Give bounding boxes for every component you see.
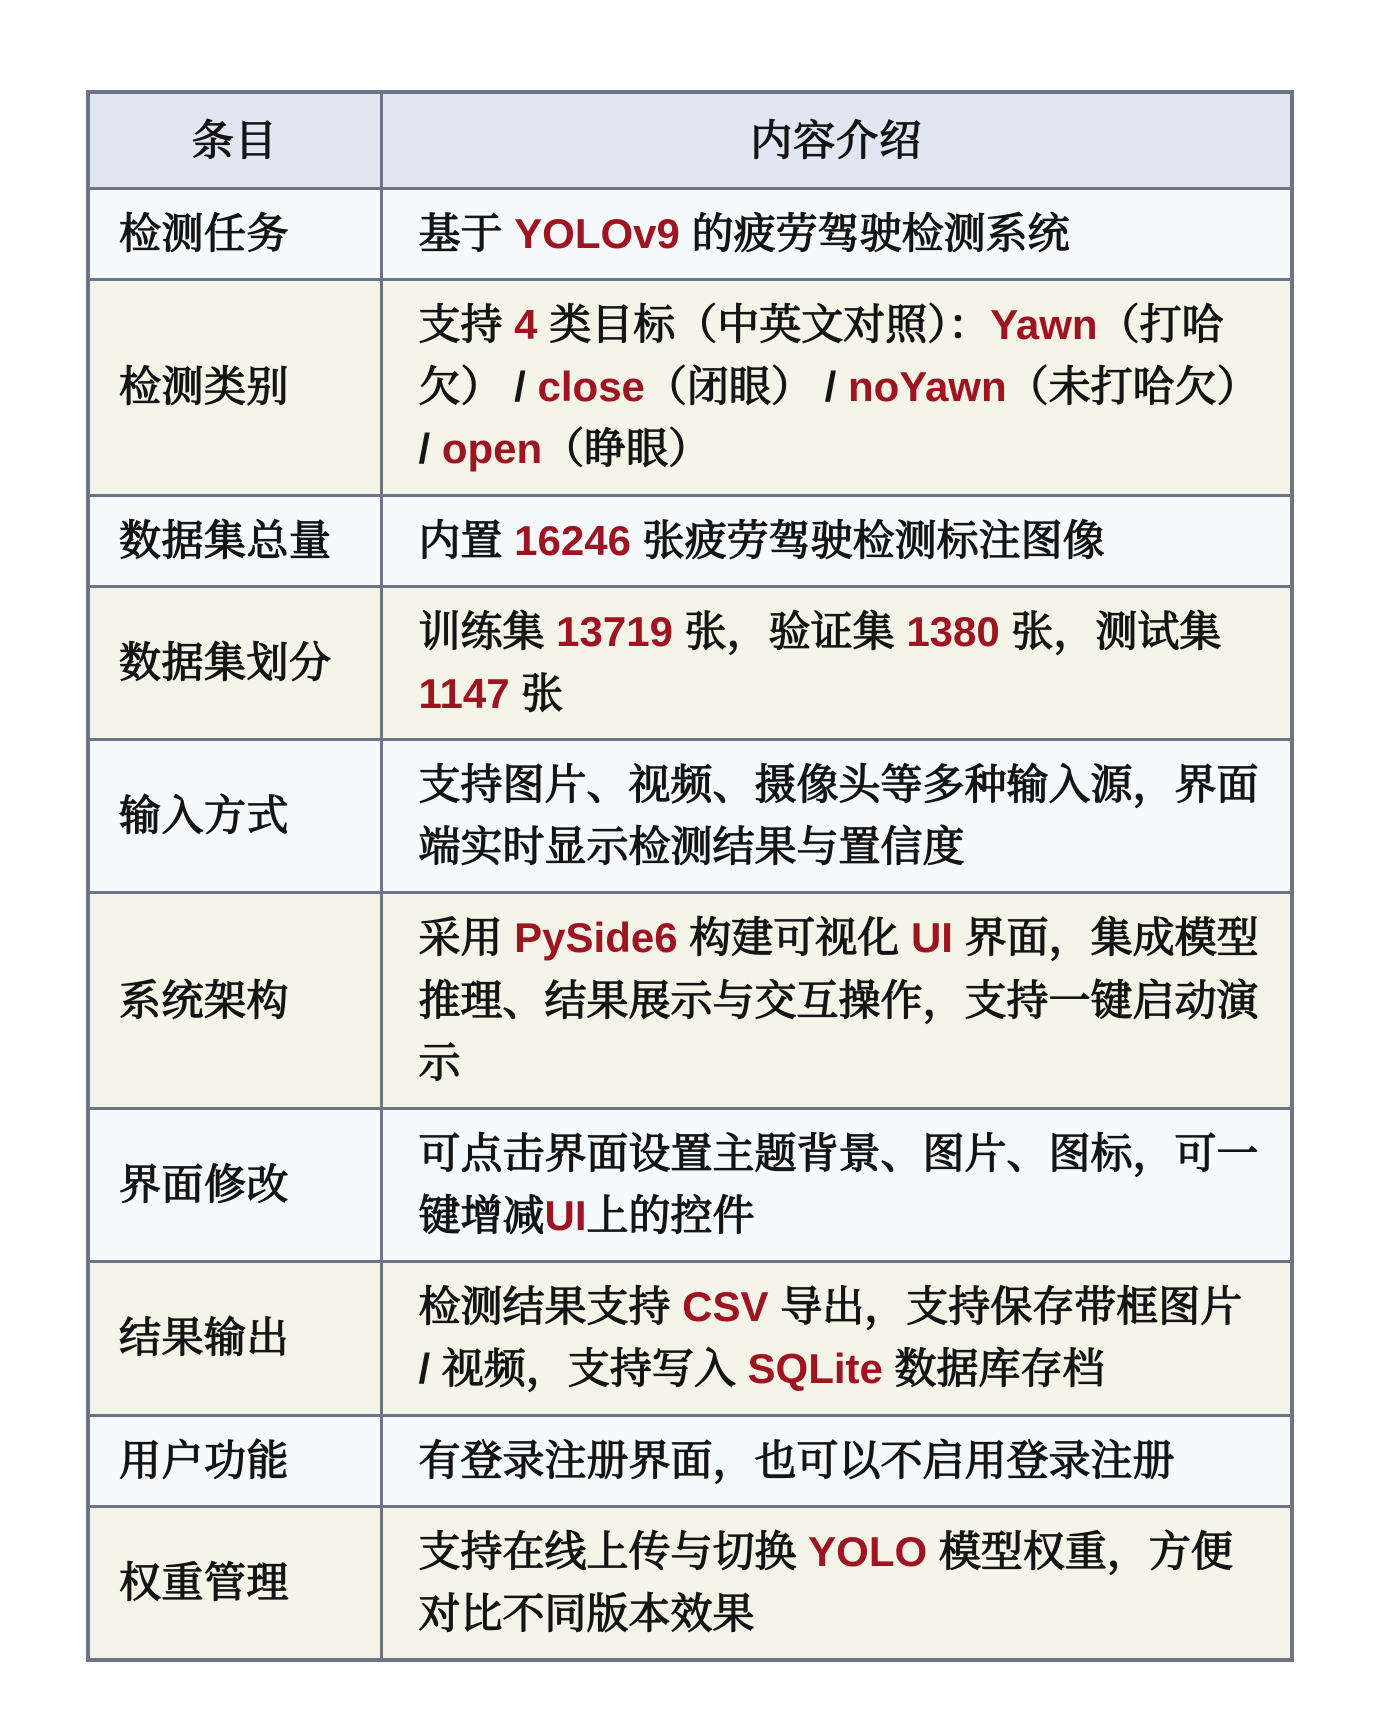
text-segment: 张，测试集 xyxy=(999,607,1222,655)
row-description xyxy=(381,1506,1292,1660)
text-segment: 类目标（中英文对照）： xyxy=(537,301,991,349)
text-segment: 张 xyxy=(509,669,564,717)
row-description xyxy=(381,893,1292,1108)
row-label: 输入方式 xyxy=(88,740,381,893)
row-description xyxy=(381,586,1292,739)
text-segment: 支持图片、视频、摄像头等多种输入源，界面端实时显示检测结果与置信度 xyxy=(418,761,1259,871)
header-description-column: 内容介绍 xyxy=(381,92,1292,189)
row-label: 数据集划分 xyxy=(88,586,381,739)
table-row xyxy=(88,495,1292,586)
highlight-term: close xyxy=(537,363,645,411)
table-row xyxy=(88,586,1292,739)
highlight-term: noYawn xyxy=(847,363,1007,411)
text-segment: （未打哈欠） / xyxy=(418,363,1259,473)
text-segment: 检测结果支持 xyxy=(418,1283,683,1331)
text-segment: （睁眼） xyxy=(542,425,711,473)
highlight-term: 1147 xyxy=(418,669,510,717)
highlight-term: 1380 xyxy=(906,607,1000,655)
row-description xyxy=(381,1415,1292,1506)
highlight-term: 13719 xyxy=(556,607,673,655)
row-label: 检测类别 xyxy=(88,280,381,495)
table-row xyxy=(88,280,1292,495)
text-segment: 上的控件 xyxy=(586,1192,755,1240)
highlight-term: Yawn xyxy=(990,301,1098,349)
text-segment: （闭眼） / xyxy=(644,363,848,411)
highlight-term: 4 xyxy=(514,301,538,349)
spec-table-body xyxy=(88,189,1292,1660)
text-segment: 模型权重，方便对比不同版本效果 xyxy=(418,1527,1233,1637)
highlight-term: YOLOv9 xyxy=(514,210,680,257)
spec-table-head xyxy=(88,92,1292,189)
text-segment: （打哈欠） / xyxy=(418,301,1224,411)
row-description xyxy=(381,495,1292,586)
text-segment: 张，验证集 xyxy=(672,607,907,655)
header-item-column: 条目 xyxy=(88,92,381,189)
row-description xyxy=(381,1108,1292,1261)
text-segment: 张疲劳驾驶检测标注图像 xyxy=(630,516,1105,564)
text-segment: 构建可视化 xyxy=(677,914,911,962)
row-label: 权重管理 xyxy=(88,1506,381,1660)
row-label: 检测任务 xyxy=(88,189,381,280)
row-label: 界面修改 xyxy=(88,1108,381,1261)
spec-table xyxy=(86,90,1294,1662)
row-label: 结果输出 xyxy=(88,1262,381,1415)
highlight-term: PySide6 xyxy=(514,914,678,962)
text-segment: 训练集 xyxy=(418,607,557,655)
text-segment: 基于 xyxy=(418,210,515,257)
text-segment: 可点击界面设置主题背景、图片、图标，可一键增减 xyxy=(418,1129,1259,1240)
table-row xyxy=(88,189,1292,280)
highlight-term: UI xyxy=(910,914,953,962)
text-segment: 的疲劳驾驶检测系统 xyxy=(679,210,1070,257)
table-row xyxy=(88,1108,1292,1261)
table-row xyxy=(88,1262,1292,1415)
row-label: 用户功能 xyxy=(88,1415,381,1506)
row-description xyxy=(381,740,1292,893)
text-segment: 界面，集成模型推理、结果展示与交互操作，支持一键启动演示 xyxy=(418,914,1259,1086)
header-row xyxy=(88,92,1292,189)
row-label: 数据集总量 xyxy=(88,495,381,586)
row-description xyxy=(381,280,1292,495)
highlight-term: YOLO xyxy=(808,1527,928,1575)
table-row xyxy=(88,1506,1292,1660)
text-segment: 内置 xyxy=(418,516,515,564)
highlight-term: 16246 xyxy=(514,516,631,564)
highlight-term: UI xyxy=(544,1192,587,1240)
text-segment: 数据库存档 xyxy=(882,1345,1105,1393)
text-segment: 导出，支持保存带框图片 / 视频，支持写入 xyxy=(418,1283,1243,1393)
text-segment: 有登录注册界面，也可以不启用登录注册 xyxy=(418,1436,1175,1484)
table-row xyxy=(88,740,1292,893)
row-description xyxy=(381,189,1292,280)
row-description xyxy=(381,1262,1292,1415)
text-segment: 采用 xyxy=(418,914,515,962)
table-row xyxy=(88,1415,1292,1506)
highlight-term: CSV xyxy=(682,1283,769,1331)
row-label: 系统架构 xyxy=(88,893,381,1108)
text-segment: 支持 xyxy=(418,301,515,349)
table-row xyxy=(88,893,1292,1108)
highlight-term: SQLite xyxy=(747,1345,883,1393)
text-segment: 支持在线上传与切换 xyxy=(418,1527,809,1575)
highlight-term: open xyxy=(441,425,543,473)
